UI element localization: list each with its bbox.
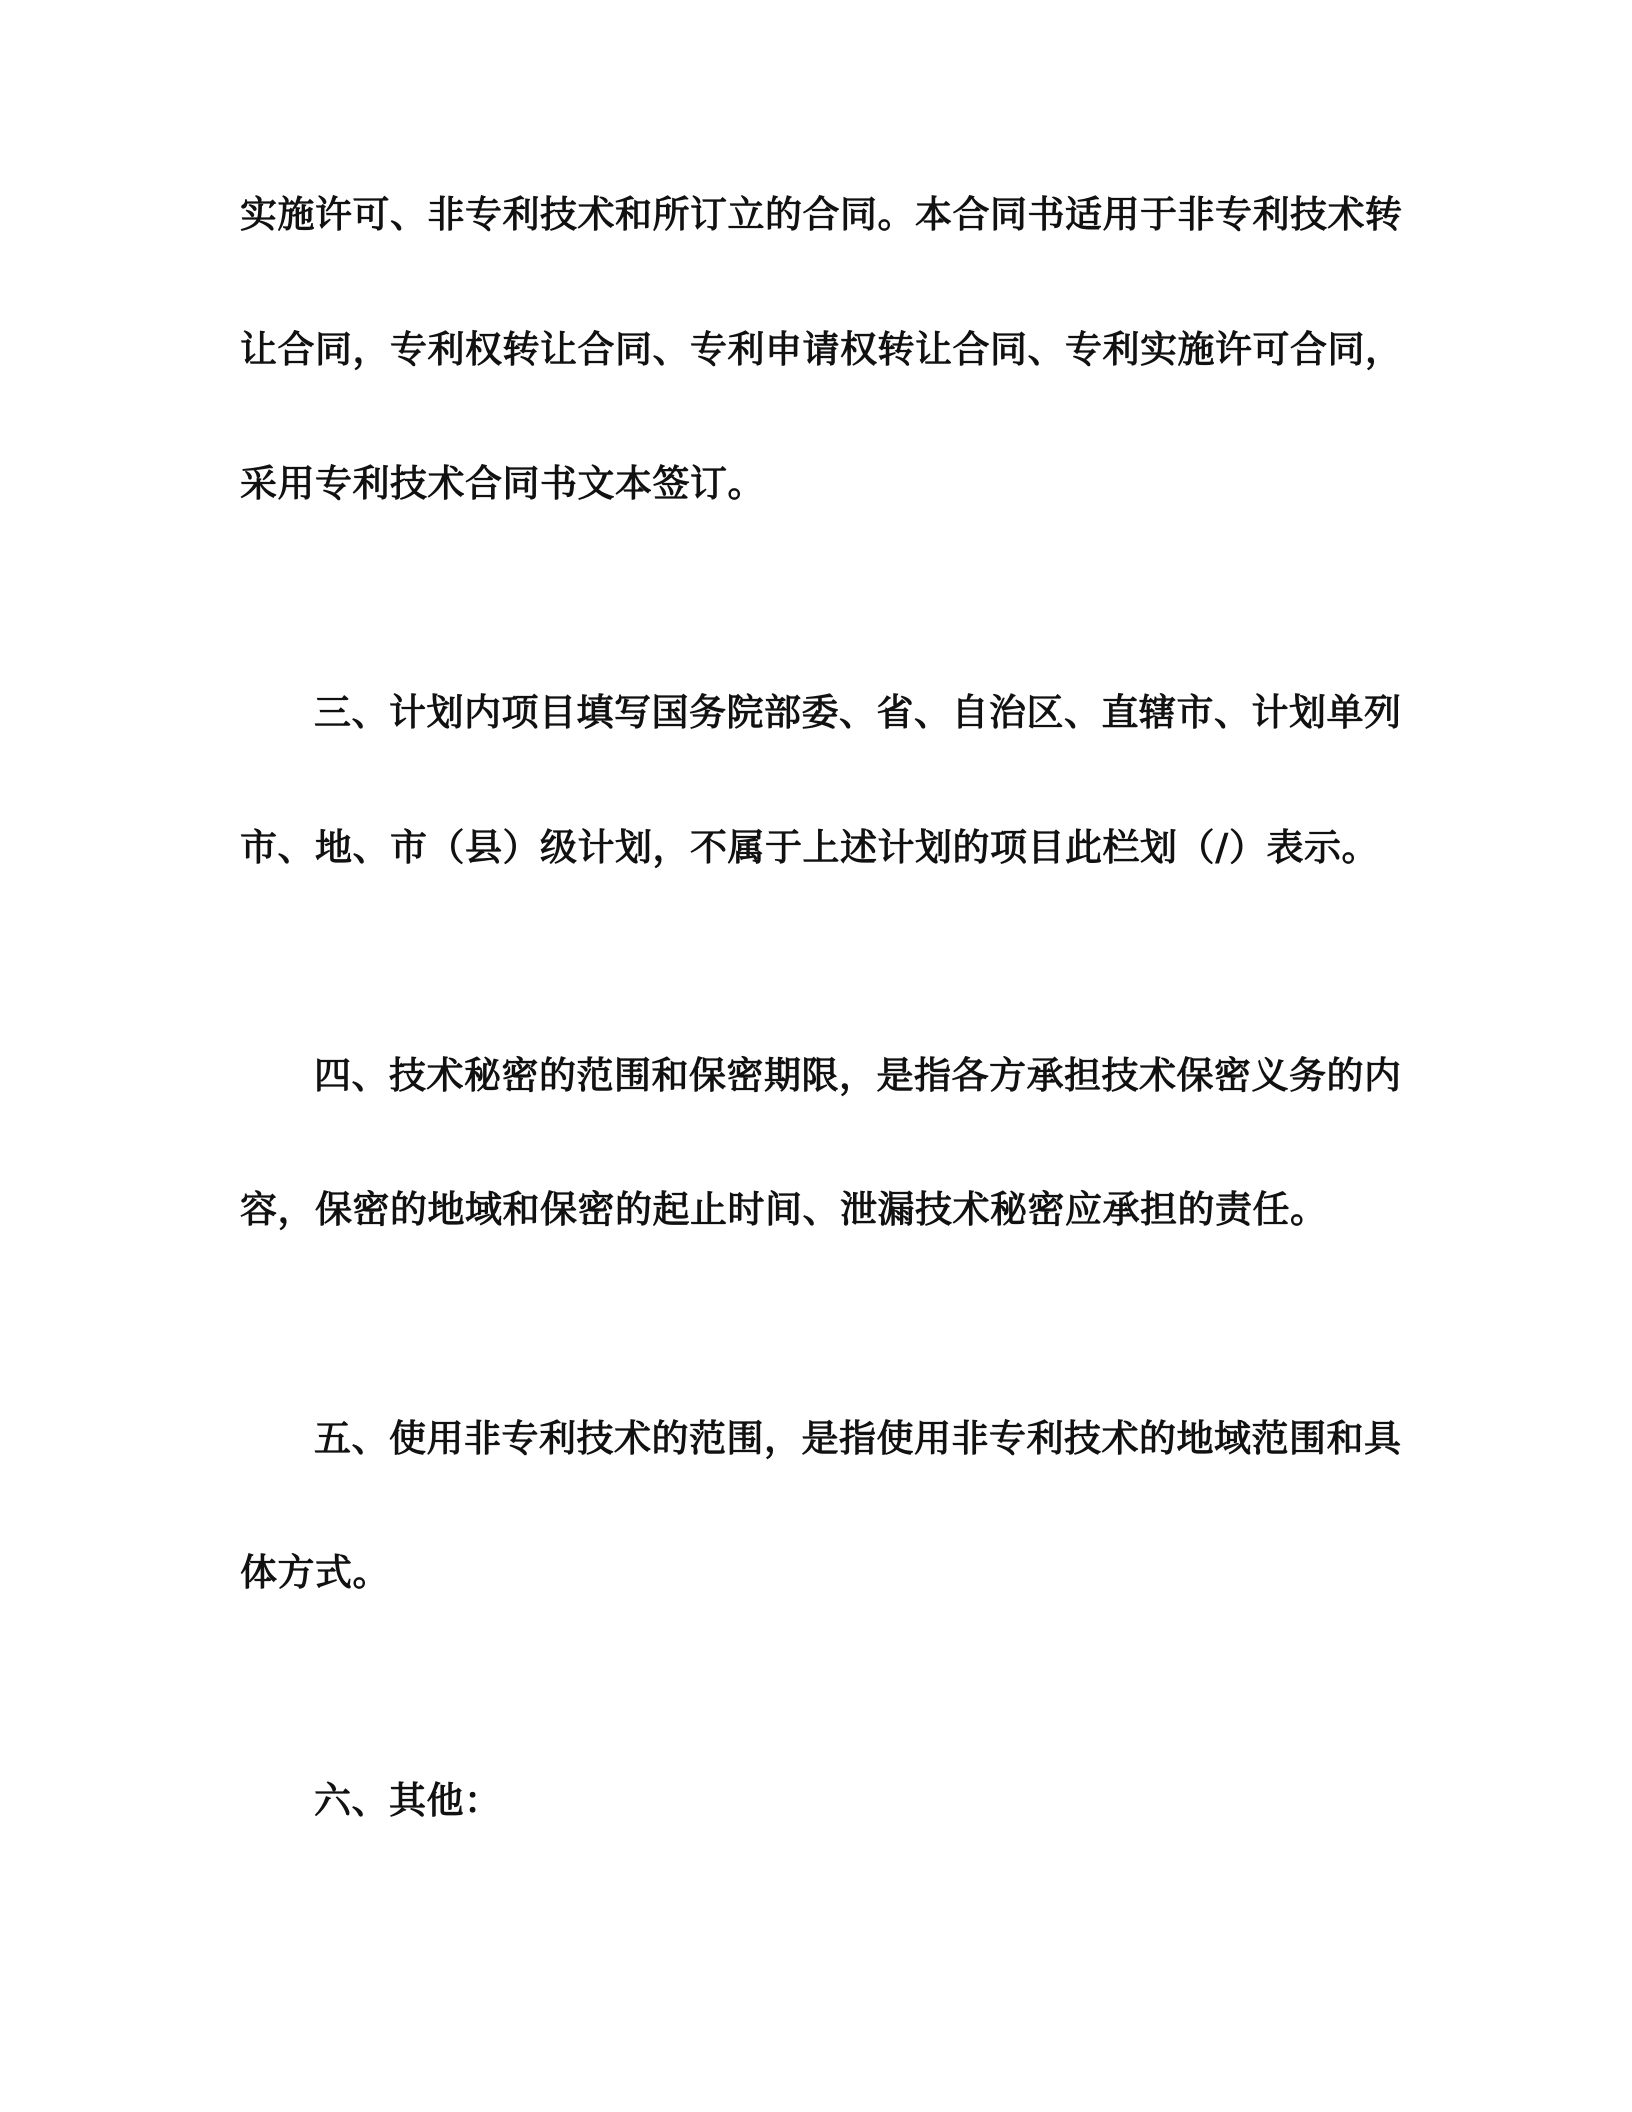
section-4-line-1: 四、技术秘密的范围和保密期限，是指各方承担技术保密义务的内 — [314, 1054, 1402, 1097]
section-5-line-1: 五、使用非专利技术的范围，是指使用非专利技术的地域范围和具 — [314, 1417, 1402, 1460]
section-4-line-2: 容，保密的地域和保密的起止时间、泄漏技术秘密应承担的责任。 — [240, 1188, 1328, 1231]
intro-line-3: 采用专利技术合同书文本签订。 — [240, 462, 765, 505]
section-3-line-1: 三、计划内项目填写国务院部委、省、自治区、直辖市、计划单列 — [314, 691, 1402, 734]
section-3-line-2: 市、地、市（县）级计划，不属于上述计划的项目此栏划（/）表示。 — [240, 826, 1380, 869]
intro-line-2: 让合同，专利权转让合同、专利申请权转让合同、专利实施许可合同， — [240, 328, 1403, 371]
section-6-line-1: 六、其他： — [314, 1779, 502, 1822]
section-5-line-2: 体方式。 — [240, 1551, 390, 1594]
intro-line-1: 实施许可、非专利技术和所订立的合同。本合同书适用于非专利技术转 — [240, 193, 1403, 236]
